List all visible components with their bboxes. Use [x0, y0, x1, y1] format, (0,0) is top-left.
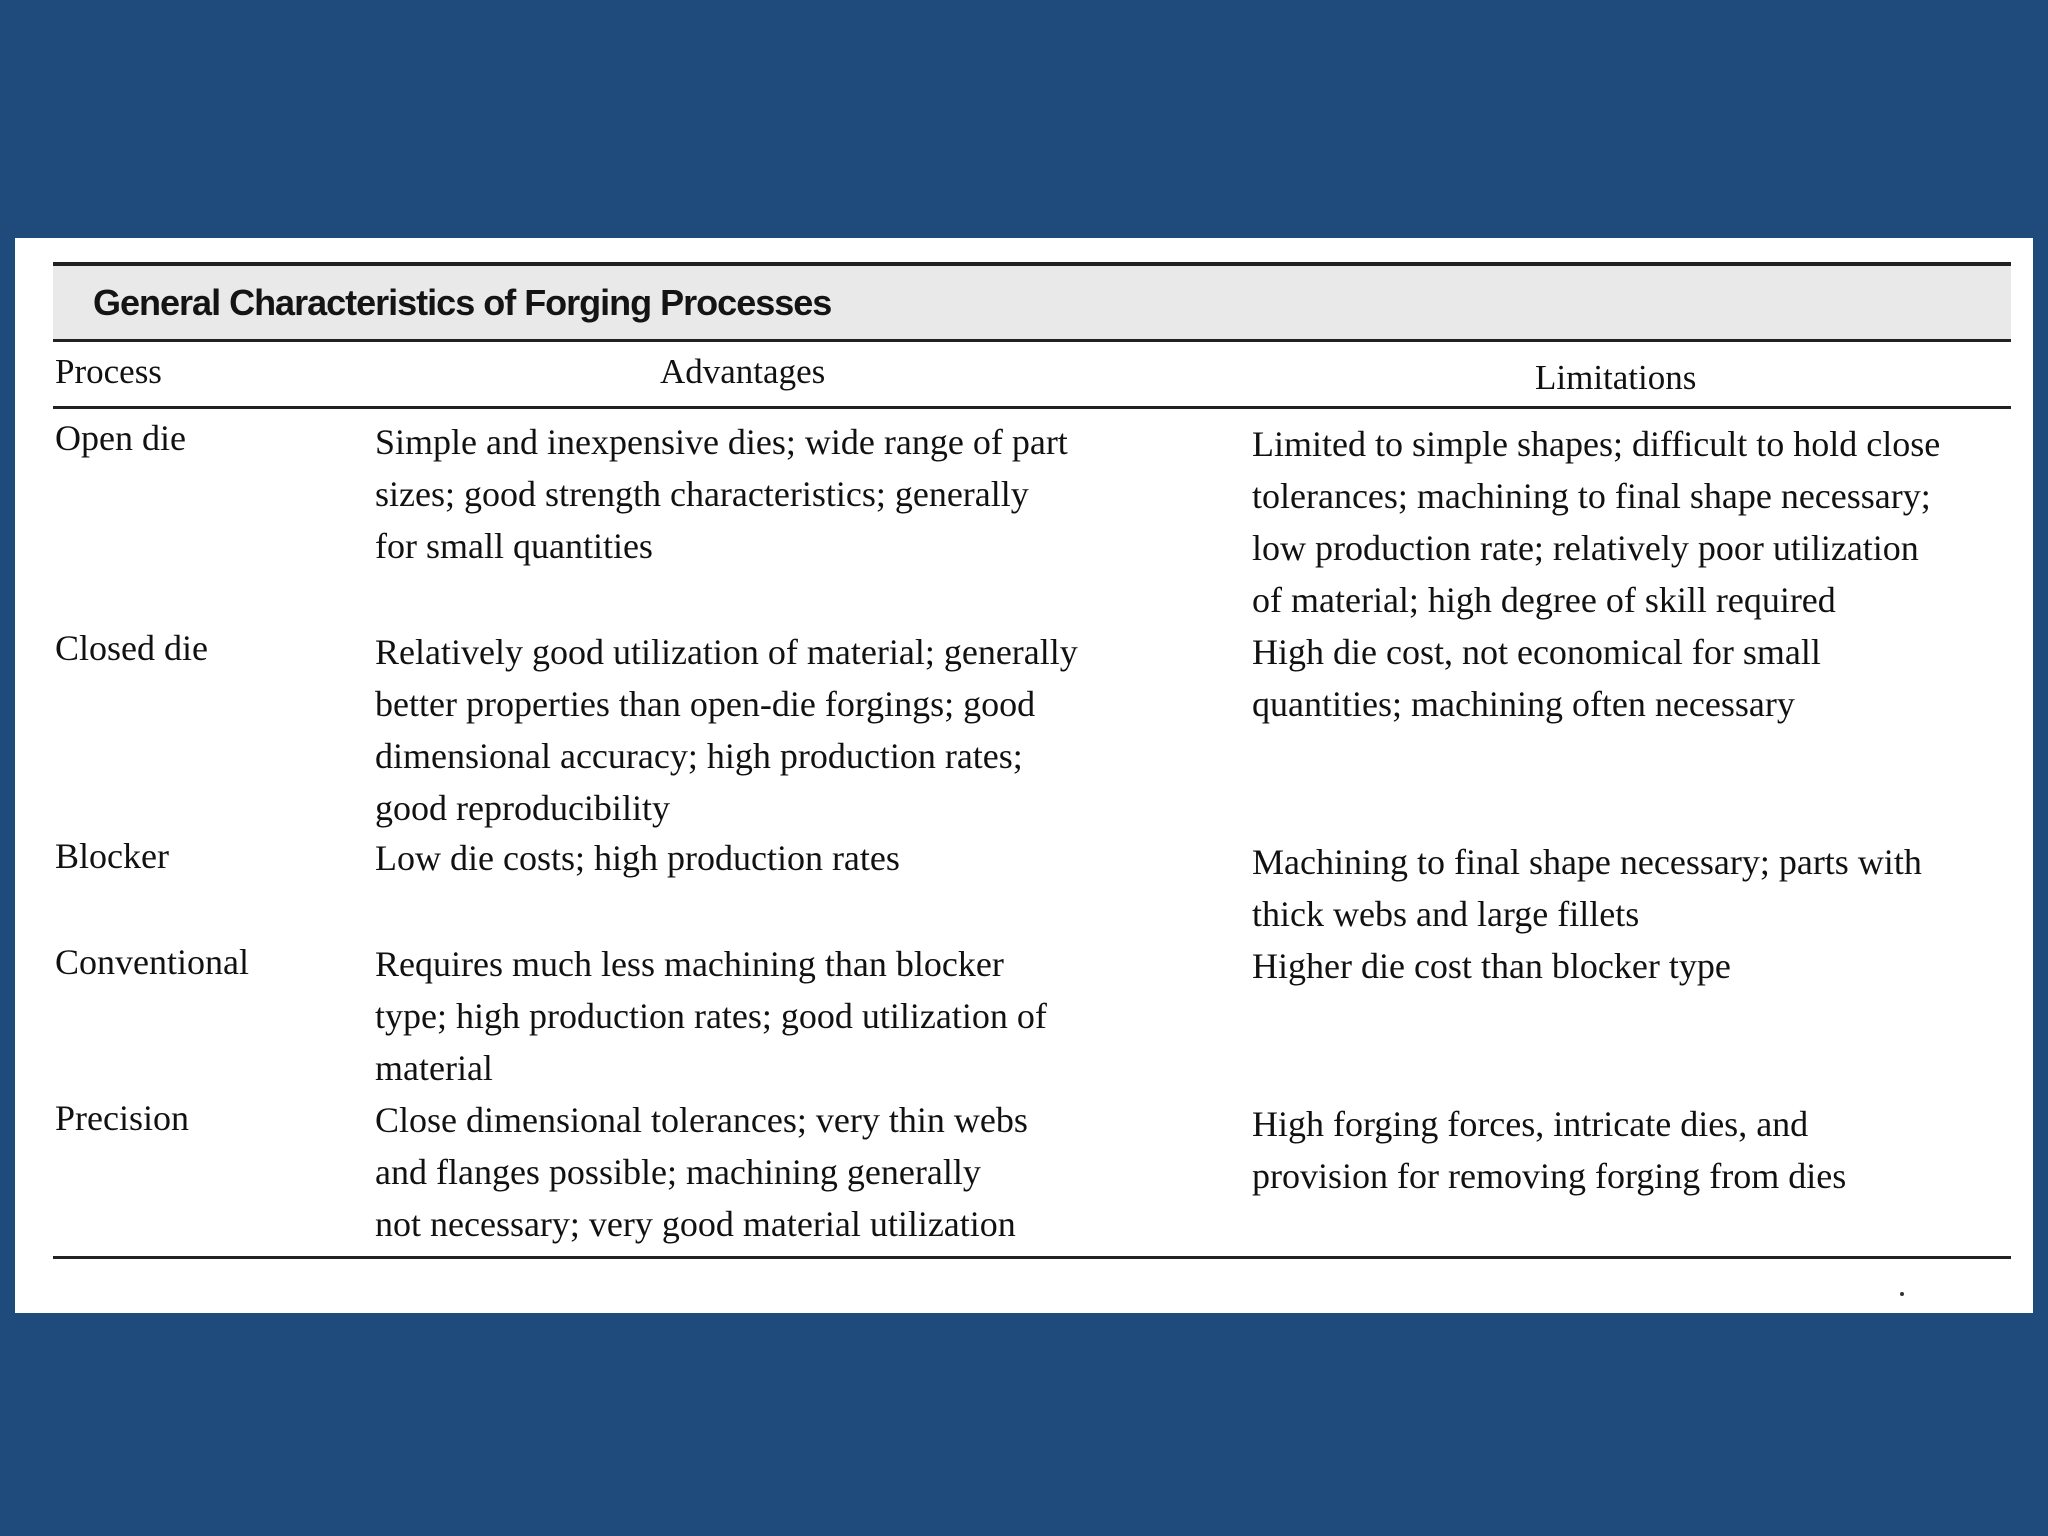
row-open-die-advantages: Simple and inexpensive dies; wide range of part sizes; good strength characteristics; generally for small quantities [375, 422, 1068, 566]
scanned-table-page [15, 238, 2033, 1313]
row-closed-die-advantages: Relatively good utilization of material; generally better properties than open-die forgings; good dimensional accuracy; high production rates; good reproducibility [375, 632, 1078, 828]
table-bottom-rule [53, 1256, 2011, 1259]
scan-speck [1900, 1292, 1904, 1296]
row-blocker-limitations: Machining to final shape necessary; parts with thick webs and large fillets [1252, 842, 1922, 934]
row-blocker-advantages: Low die costs; high production rates [375, 838, 900, 878]
row-conventional-process: Conventional [55, 942, 249, 982]
row-closed-die-process: Closed die [55, 628, 208, 668]
row-blocker-process: Blocker [55, 836, 169, 876]
row-conventional-advantages: Requires much less machining than blocker type; high production rates; good utilization of material [375, 944, 1047, 1088]
table-title: General Characteristics of Forging Processes [93, 282, 832, 323]
row-open-die-process: Open die [55, 418, 186, 458]
row-precision-process: Precision [55, 1098, 189, 1138]
row-precision-limitations: High forging forces, intricate dies, and provision for removing forging from dies [1252, 1104, 1847, 1196]
header-divider [53, 406, 2011, 409]
title-band [53, 262, 2011, 342]
row-closed-die-limitations: High die cost, not economical for small quantities; machining often necessary [1252, 632, 1821, 724]
row-precision-advantages: Close dimensional tolerances; very thin webs and flanges possible; machining generally not necessary; very good material utilization [375, 1100, 1028, 1244]
header-limitations: Limitations [1535, 358, 1697, 397]
header-process: Process [55, 352, 162, 391]
header-advantages: Advantages [660, 352, 826, 391]
row-open-die-limitations: Limited to simple shapes; difficult to hold close tolerances; machining to final shape necessary; low production rate; relatively poor utilization of material; high degree of skill required [1252, 424, 1941, 620]
row-conventional-limitations: Higher die cost than blocker type [1252, 946, 1731, 986]
